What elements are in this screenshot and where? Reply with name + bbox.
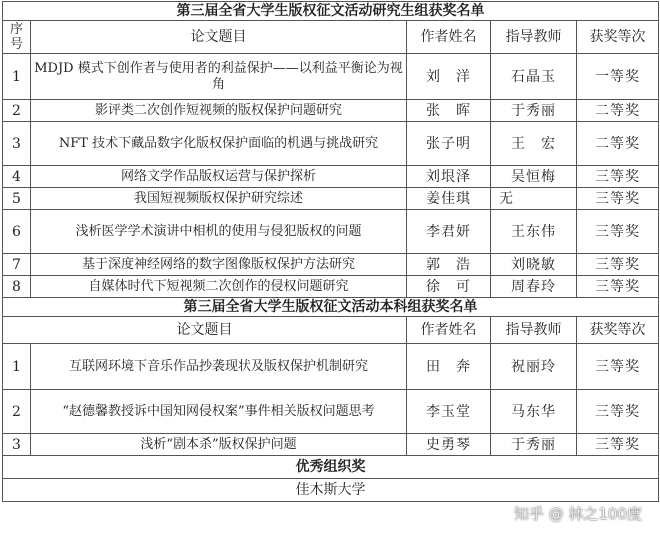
- author-name: 姜佳琪: [407, 188, 491, 210]
- paper-title: NFT 技术下藏品数字化版权保护面临的机遇与挑战研究: [31, 122, 407, 166]
- prize-level: 二等奖: [577, 100, 659, 122]
- prize-level: 三等奖: [577, 210, 659, 254]
- paper-title: 互联网环境下音乐作品抄袭现状及版权保护机制研究: [31, 344, 407, 390]
- organization-award-title-row: [3, 456, 659, 479]
- teacher-name: 马东华: [491, 390, 577, 434]
- graduate-section-title: 第三届全省大学生版权征文活动研究生组获奖名单: [3, 2, 659, 21]
- prize-level: 一等奖: [577, 54, 659, 100]
- teacher-name: 吴恒梅: [491, 166, 577, 188]
- author-name: 刘垠泽: [407, 166, 491, 188]
- table-row: [3, 166, 659, 188]
- organization-award-row: [3, 479, 659, 502]
- author-name: 徐 可: [407, 276, 491, 298]
- header-author: 作者姓名: [407, 21, 491, 54]
- prize-level: 三等奖: [577, 434, 659, 456]
- prize-level: 三等奖: [577, 390, 659, 434]
- prize-level: 二等奖: [577, 122, 659, 166]
- teacher-name: 于秀丽: [491, 434, 577, 456]
- author-name: 李玉堂: [407, 390, 491, 434]
- table-row: [3, 54, 659, 100]
- table-row: [3, 254, 659, 276]
- undergrad-section-title-row: [3, 298, 659, 317]
- row-number: 1: [3, 54, 31, 100]
- paper-title: 基于深度神经网络的数字图像版权保护方法研究: [31, 254, 407, 276]
- table-row: [3, 276, 659, 298]
- header-prize: 获奖等次: [577, 21, 659, 54]
- paper-title: 我国短视频版权保护研究综述: [31, 188, 407, 210]
- paper-title: 影评类二次创作短视频的版权保护问题研究: [31, 100, 407, 122]
- teacher-name: 祝丽玲: [491, 344, 577, 390]
- author-name: 史勇琴: [407, 434, 491, 456]
- row-number: 5: [3, 188, 31, 210]
- row-number: 3: [3, 434, 31, 456]
- prize-level: 三等奖: [577, 188, 659, 210]
- paper-title: MDJD 模式下创作者与使用者的利益保护——以利益平衡论为视角: [31, 54, 407, 100]
- prize-level: 三等奖: [577, 166, 659, 188]
- paper-title: 浅析医学学术演讲中相机的使用与侵犯版权的问题: [31, 210, 407, 254]
- header-teacher: 指导教师: [491, 317, 577, 344]
- author-name: 李君妍: [407, 210, 491, 254]
- prize-level: 三等奖: [577, 344, 659, 390]
- organization-award-school: 佳木斯大学: [3, 479, 659, 502]
- teacher-name: 无: [491, 188, 577, 210]
- table-row: [3, 390, 659, 434]
- header-topic: 论文题目: [3, 317, 407, 344]
- prize-level: 三等奖: [577, 276, 659, 298]
- paper-title: 网络文学作品版权运营与保护探析: [31, 166, 407, 188]
- graduate-section-title-row: [3, 2, 659, 21]
- header-topic: 论文题目: [31, 21, 407, 54]
- row-number: 4: [3, 166, 31, 188]
- author-name: 张子明: [407, 122, 491, 166]
- teacher-name: 于秀丽: [491, 100, 577, 122]
- paper-title: “赵德馨教授诉中国知网侵权案”事件相关版权问题思考: [31, 390, 407, 434]
- row-number: 3: [3, 122, 31, 166]
- award-table: [2, 1, 659, 502]
- author-name: 张 晖: [407, 100, 491, 122]
- table-row: [3, 434, 659, 456]
- row-number: 2: [3, 390, 31, 434]
- undergrad-header-row: [3, 317, 659, 344]
- author-name: 郭 浩: [407, 254, 491, 276]
- prize-level: 三等奖: [577, 254, 659, 276]
- header-prize: 获奖等次: [577, 317, 659, 344]
- teacher-name: 周春玲: [491, 276, 577, 298]
- author-name: 刘 洋: [407, 54, 491, 100]
- undergrad-section-title: 第三届全省大学生版权征文活动本科组获奖名单: [3, 298, 659, 317]
- paper-title: 自媒体时代下短视频二次创作的侵权问题研究: [31, 276, 407, 298]
- organization-award-title: 优秀组织奖: [3, 456, 659, 479]
- table-row: [3, 100, 659, 122]
- header-teacher: 指导教师: [491, 21, 577, 54]
- teacher-name: 石晶玉: [491, 54, 577, 100]
- watermark: 知乎 @ 林之100度: [513, 505, 642, 523]
- row-number: 8: [3, 276, 31, 298]
- table-row: [3, 188, 659, 210]
- table-row: [3, 122, 659, 166]
- row-number: 2: [3, 100, 31, 122]
- table-row: [3, 344, 659, 390]
- teacher-name: 王 宏: [491, 122, 577, 166]
- row-number: 1: [3, 344, 31, 390]
- table-row: [3, 210, 659, 254]
- row-number: 6: [3, 210, 31, 254]
- graduate-header-row: [3, 21, 659, 54]
- teacher-name: 王东伟: [491, 210, 577, 254]
- row-number: 7: [3, 254, 31, 276]
- paper-title: 浅析“剧本杀”版权保护问题: [31, 434, 407, 456]
- header-no: 序号: [3, 21, 31, 54]
- header-author: 作者姓名: [407, 317, 491, 344]
- teacher-name: 刘晓敏: [491, 254, 577, 276]
- author-name: 田 奔: [407, 344, 491, 390]
